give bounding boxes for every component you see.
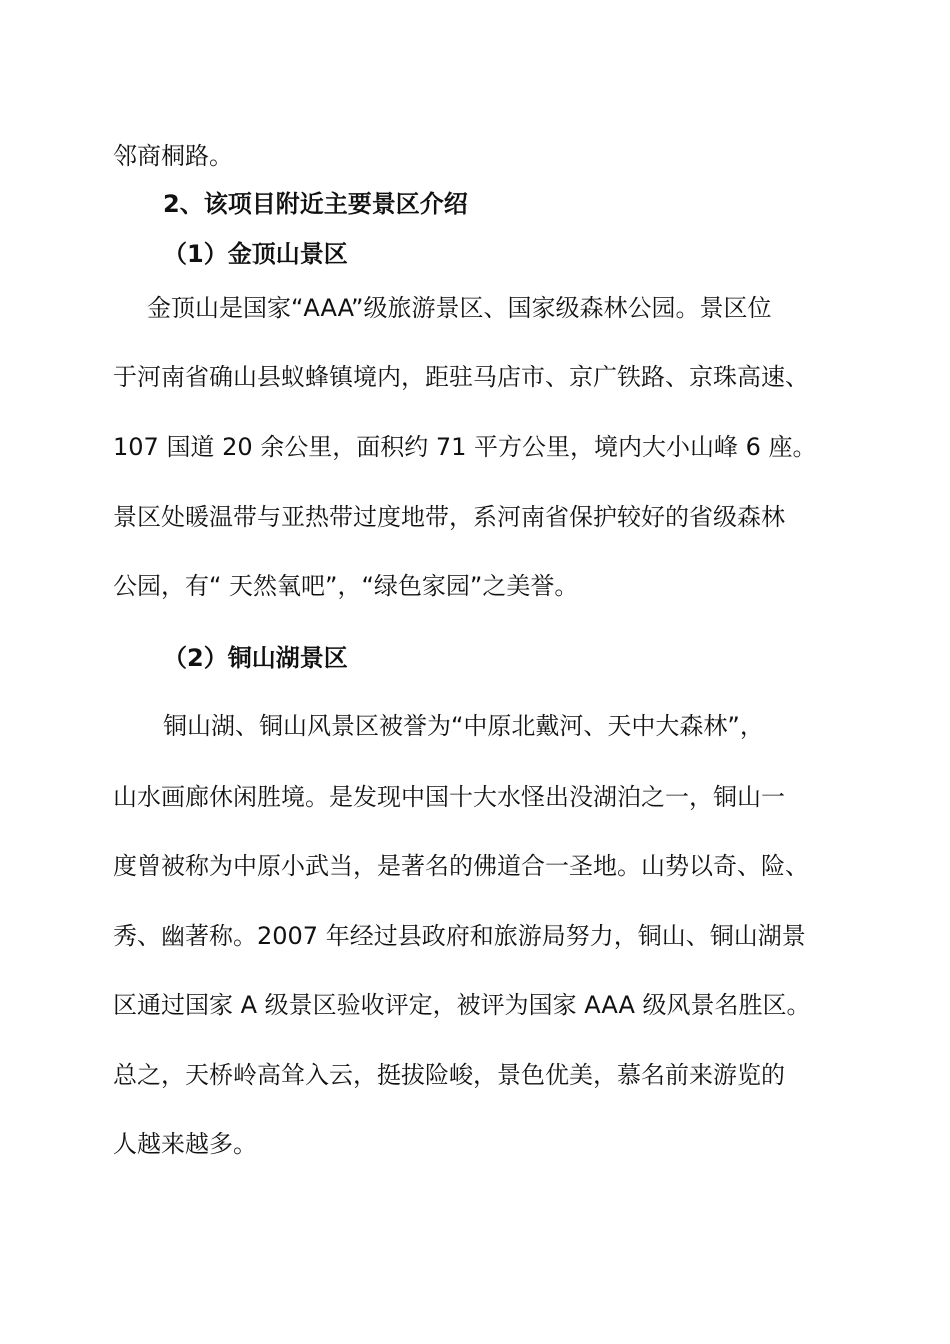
paragraph-line: 铜山湖、铜山风景区被誉为“中原北戴河、天中大森林”，: [163, 712, 764, 740]
subsection-heading-tongshanhu: （2）铜山湖景区: [163, 644, 348, 672]
paragraph-line: 总之，天桥岭高耸入云，挺拔险峻，景色优美，慕名前来游览的: [113, 1061, 785, 1089]
paragraph-line: 秀、幽著称。2007 年经过县政府和旅游局努力，铜山、铜山湖景: [113, 922, 806, 950]
paragraph-line: 人越来越多。: [113, 1130, 257, 1158]
section-heading: 2、该项目附近主要景区介绍: [163, 190, 468, 218]
paragraph-line: 107 国道 20 余公里，面积约 71 平方公里，境内大小山峰 6 座。: [113, 433, 817, 461]
paragraph-line: 山水画廊休闲胜境。是发现中国十大水怪出没湖泊之一，铜山一: [113, 783, 785, 811]
paragraph-line: 金顶山是国家“AAA”级旅游景区、国家级森林公园。景区位: [147, 294, 772, 322]
paragraph-line: 景区处暖温带与亚热带过度地带，系河南省保护较好的省级森林: [113, 503, 785, 531]
subsection-heading-jindingshan: （1）金顶山景区: [163, 240, 348, 268]
paragraph-line: 于河南省确山县蚁蜂镇境内，距驻马店市、京广铁路、京珠高速、: [113, 363, 809, 391]
paragraph-line: 度曾被称为中原小武当，是著名的佛道合一圣地。山势以奇、险、: [113, 852, 809, 880]
intro-tail-text: 邻商桐路。: [113, 142, 233, 170]
paragraph-line: 区通过国家 A 级景区验收评定，被评为国家 AAA 级风景名胜区。: [113, 991, 811, 1019]
paragraph-line: 公园，有“ 天然氧吧”，“绿色家园”之美誉。: [113, 572, 579, 600]
